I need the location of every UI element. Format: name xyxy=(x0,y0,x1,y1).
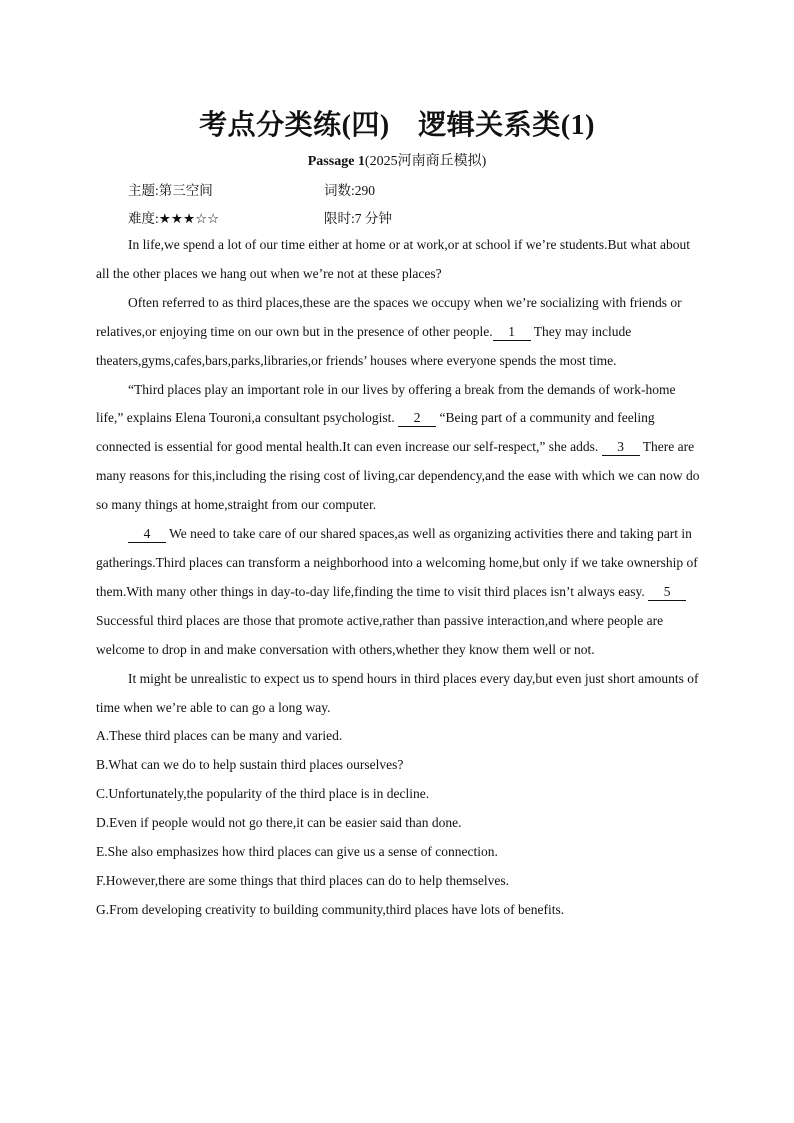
paragraph-4-text-b: Successful third places are those that promote active,rather than passive interaction,and where people are welcome to drop in and make conversation with others,whether they know them well or not. xyxy=(96,612,664,657)
paragraph-3-text-b: “Being part of a community and feeling connected is essential for good mental health.It can even increase our self-respect,” she adds. xyxy=(96,410,655,455)
paragraph-1: In life,we spend a lot of our time either at home or at work,or at school if we’re students.But what about all the other places we hang out when we’re not at these places? xyxy=(96,237,690,281)
time-limit-value: 7 分钟 xyxy=(354,211,392,226)
blank-2[interactable]: 2 xyxy=(398,410,436,427)
difficulty-stars: ★★★☆☆ xyxy=(158,211,220,226)
paragraph-4 xyxy=(96,520,700,665)
word-count-info xyxy=(324,179,375,199)
option-d: D.Even if people would not go there,it can be easier said than done. xyxy=(96,815,462,831)
difficulty-label: 难度: xyxy=(128,211,159,226)
option-f: F.However,there are some things that third places can do to help themselves. xyxy=(96,872,510,888)
topic-label: 主题: xyxy=(128,183,159,198)
paragraph-2 xyxy=(96,289,700,376)
topic-info xyxy=(128,179,324,199)
option-a: A.These third places can be many and varied. xyxy=(96,728,343,744)
paragraph-4-text-a: We need to take care of our shared spaces,as well as organizing activities there and taking part in gatherings.Third places can transform a neighborhood into a welcoming home,but only if we take ownership of them.With many other things in day-to-day life,finding the time to visit third places isn’t always easy. xyxy=(96,526,698,599)
paragraph-2-text-a: Often referred to as third places,these are the spaces we occupy when we’re socializing with friends or relatives,or enjoying time on our own but in the presence of other people. xyxy=(96,294,682,339)
meta-row-2 xyxy=(128,207,628,227)
paragraph-2-text-b: They may include theaters,gyms,cafes,bars,parks,libraries,or friends’ houses where everyone spends the most time. xyxy=(96,323,632,368)
page-title: 考点分类练(四) 逻辑关系类(1) xyxy=(199,110,595,141)
paragraph-3-text-a: “Third places play an important role in our lives by offering a break from the demands of work-home life,” explains Elena Touroni,a consultant psychologist. xyxy=(96,381,676,426)
topic-value: 第三空间 xyxy=(158,183,213,198)
option-c: C.Unfortunately,the popularity of the third place is in decline. xyxy=(96,786,430,802)
passage-source: (2025河南商丘模拟) xyxy=(364,154,487,169)
word-count-value: 290 xyxy=(354,183,376,198)
blank-1[interactable]: 1 xyxy=(493,324,531,341)
option-b: B.What can we do to help sustain third places ourselves? xyxy=(96,757,404,773)
passage-subtitle xyxy=(0,150,794,170)
blank-3[interactable]: 3 xyxy=(602,439,640,456)
passage-label: Passage 1 xyxy=(307,154,365,169)
option-e: E.She also emphasizes how third places can give us a sense of connection. xyxy=(96,844,498,860)
blank-5[interactable]: 5 xyxy=(648,584,686,601)
passage-body xyxy=(96,231,700,925)
paragraph-3-text-c: There are many reasons for this,including the rising cost of living,car dependency,and the ease with which we can now do so many things at home,straight from our computer. xyxy=(96,439,700,513)
difficulty-info xyxy=(128,207,324,227)
meta-row-1 xyxy=(128,179,628,199)
word-count-label: 词数: xyxy=(324,183,355,198)
time-limit-info xyxy=(324,207,392,227)
blank-4[interactable]: 4 xyxy=(128,526,166,543)
paragraph-5: It might be unrealistic to expect us to spend hours in third places every day,but even just short amounts of time when we’re able to can go a long way. xyxy=(96,670,699,715)
paragraph-3 xyxy=(96,376,700,521)
option-g: G.From developing creativity to building community,third places have lots of benefits. xyxy=(96,901,565,917)
time-limit-label: 限时: xyxy=(324,211,355,226)
